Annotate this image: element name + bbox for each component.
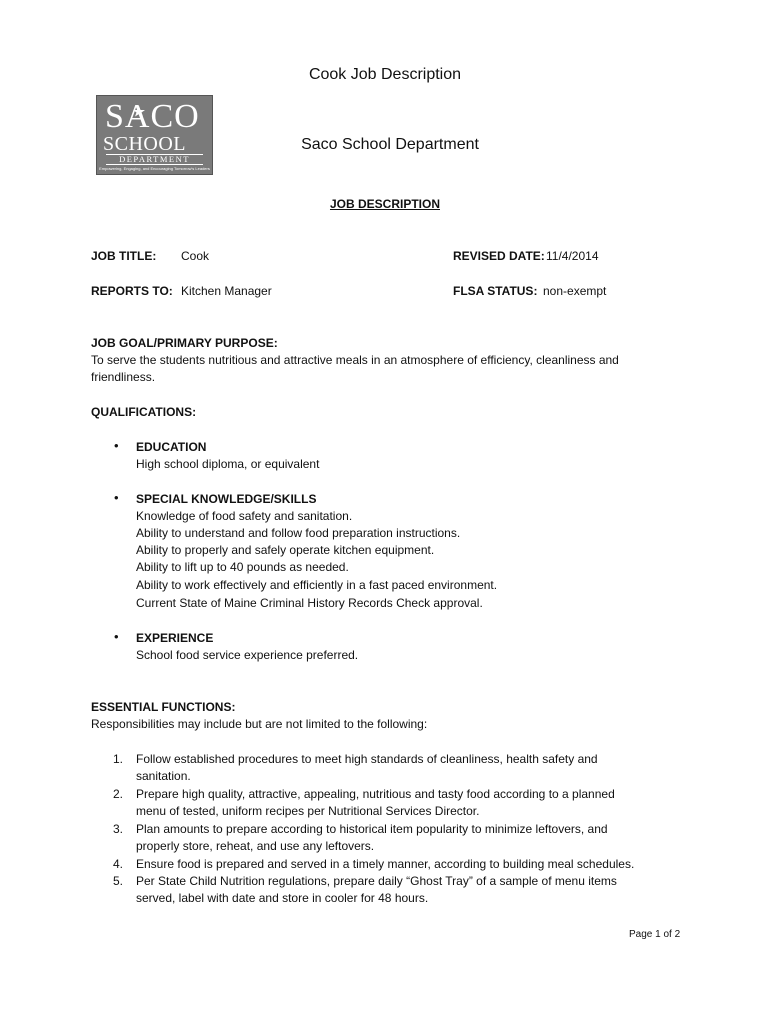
- logo-line2: SCHOOL: [103, 133, 187, 155]
- bullet-icon: •: [114, 438, 119, 453]
- reports-to-label: REPORTS TO:: [91, 284, 173, 298]
- list-item: Per State Child Nutrition regulations, prepare daily “Ghost Tray” of a sample of menu items: [136, 874, 617, 888]
- bullet-icon: •: [114, 490, 119, 505]
- list-item-continued: menu of tested, uniform recipes per Nutritional Services Director.: [136, 804, 480, 818]
- list-item-continued: properly store, reheat, and use any leftovers.: [136, 839, 375, 853]
- list-number: 3.: [113, 822, 124, 836]
- list-number: 4.: [113, 857, 124, 871]
- logo-line1: SACO: [105, 98, 200, 135]
- list-number: 2.: [113, 787, 124, 801]
- saco-school-logo: [96, 95, 213, 175]
- skills-line: Current State of Maine Criminal History Records Check approval.: [136, 596, 483, 610]
- education-line: High school diploma, or equivalent: [136, 457, 320, 471]
- list-item-continued: served, label with date and store in cooler for 48 hours.: [136, 891, 429, 905]
- skills-line: Ability to lift up to 40 pounds as needed.: [136, 560, 349, 574]
- list-item: Ensure food is prepared and served in a timely manner, according to building meal schedules.: [136, 857, 635, 871]
- goal-text-line1: To serve the students nutritious and attractive meals in an atmosphere of efficiency, cleanliness and: [91, 353, 619, 367]
- organization-name: Saco School Department: [301, 136, 479, 153]
- list-item: Follow established procedures to meet high standards of cleanliness, health safety and: [136, 752, 598, 766]
- education-heading: EDUCATION: [136, 440, 207, 454]
- list-item-continued: sanitation.: [136, 769, 191, 783]
- experience-line: School food service experience preferred.: [136, 648, 359, 662]
- job-title-label: JOB TITLE:: [91, 249, 157, 263]
- essential-functions-heading: ESSENTIAL FUNCTIONS:: [91, 700, 236, 714]
- skills-line: Ability to work effectively and efficiently in a fast paced environment.: [136, 578, 498, 592]
- page-number: Page 1 of 2: [629, 929, 681, 940]
- list-item: Plan amounts to prepare according to historical item popularity to minimize leftovers, and: [136, 822, 608, 836]
- document-title: Cook Job Description: [308, 66, 462, 83]
- flsa-status-label: FLSA STATUS:: [453, 284, 538, 298]
- essential-functions-intro: Responsibilities may include but are not limited to the following:: [91, 717, 428, 731]
- list-item: Prepare high quality, attractive, appealing, nutritious and tasty food according to a planned: [136, 787, 615, 801]
- goal-text-line2: friendliness.: [91, 370, 156, 384]
- goal-heading: JOB GOAL/PRIMARY PURPOSE:: [91, 336, 278, 350]
- list-number: 1.: [113, 752, 124, 766]
- revised-date-label: REVISED DATE:: [453, 249, 545, 263]
- logo-line3: DEPARTMENT: [106, 154, 203, 165]
- experience-heading: EXPERIENCE: [136, 631, 214, 645]
- skills-heading: SPECIAL KNOWLEDGE/SKILLS: [136, 492, 317, 506]
- skills-line: Knowledge of food safety and sanitation.: [136, 509, 353, 523]
- job-title-value: Cook: [181, 249, 210, 263]
- bullet-icon: •: [114, 629, 119, 644]
- section-heading: JOB DESCRIPTION: [329, 197, 440, 211]
- revised-date-value: 11/4/2014: [546, 249, 599, 263]
- qualifications-heading: QUALIFICATIONS:: [91, 405, 197, 419]
- flsa-status-value: non-exempt: [543, 284, 607, 298]
- logo-tagline: Empowering, Engaging, and Encouraging Tomorrow's Leaders: [99, 166, 210, 171]
- skills-line: Ability to properly and safely operate kitchen equipment.: [136, 543, 435, 557]
- reports-to-value: Kitchen Manager: [181, 284, 272, 298]
- skills-line: Ability to understand and follow food preparation instructions.: [136, 526, 461, 540]
- list-number: 5.: [113, 874, 124, 888]
